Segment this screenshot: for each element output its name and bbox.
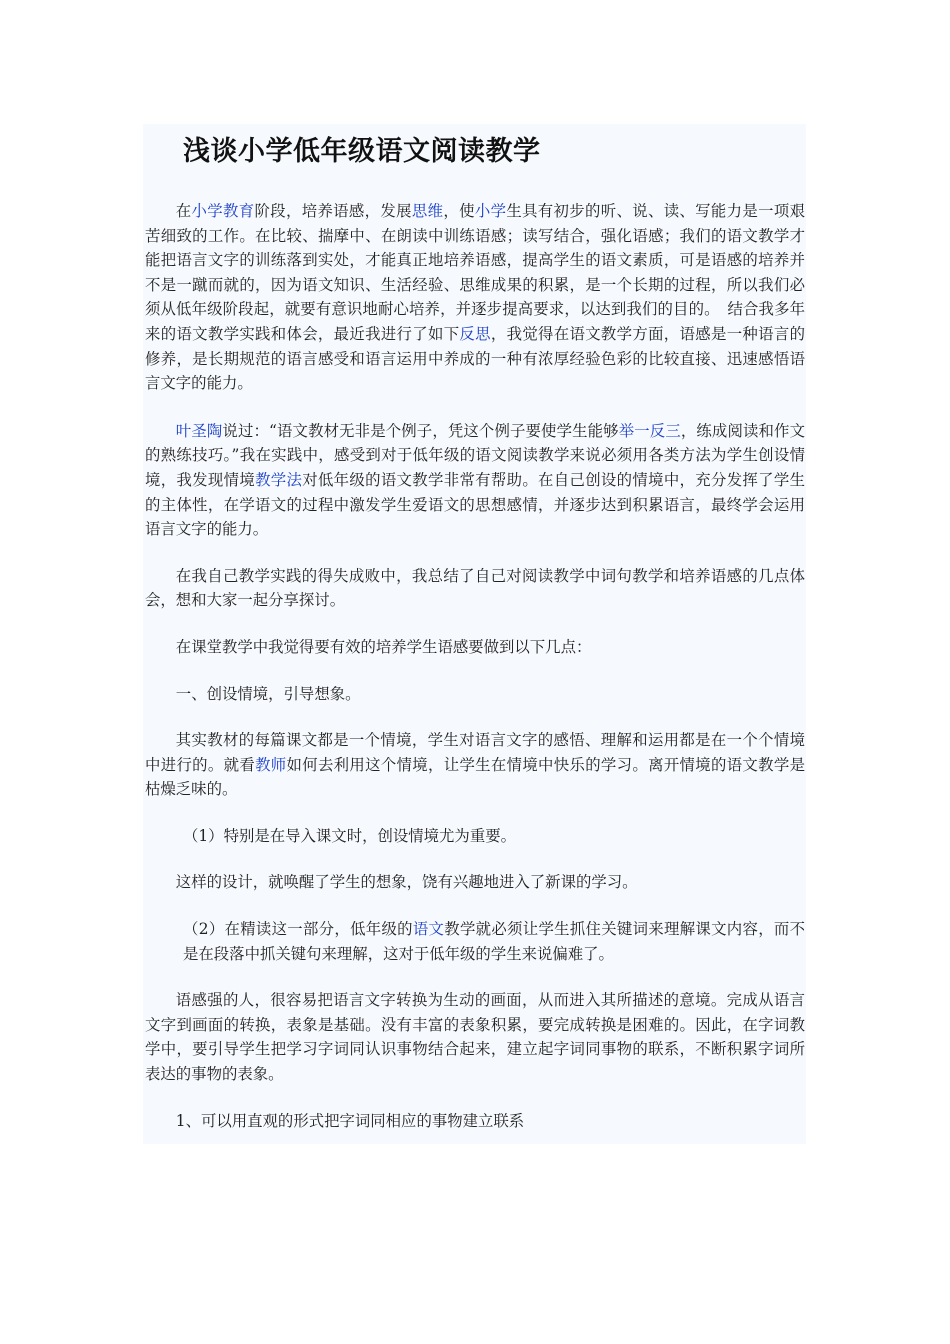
text-span: 生具有初步的听、说、读、写能力是一项艰苦细致的工作。在比较、揣摩中、在朗读中训练语感；读写结合，强化语感；我们的语文教学才能把语言文字的训练落到实处，才能真正地培养语感，提高学生的语文素质，可是语感的培养并不是一蹴而就的，因为语文知识、生活经验、思维成果的积累，是一个长期的过程，所以我们必须从低年级阶段起，就要有意识地耐心培养，并逐步提高要求，以达到我们的目的。 结合我多年来的语文教学实践和体会，最近我进行了如下 bbox=[145, 202, 805, 343]
paragraph-3 bbox=[145, 564, 805, 613]
list-item-1 bbox=[145, 824, 805, 849]
link-ju-yi-fan-san[interactable]: 举一反三 bbox=[618, 421, 681, 440]
text-span: （1）特别是在导入课文时，创设情境尤为重要。 bbox=[183, 826, 516, 845]
text-span: 在我自己教学实践的得失成败中，我总结了自己对阅读教学中词句教学和培养语感的几点体会，想和大家一起分享探讨。 bbox=[145, 566, 805, 610]
text-span: 教学就必须让学生抓住关键词来理解课文内容，而不是在段落中抓关键句来理解，这对于低年级的学生来说偏难了。 bbox=[183, 920, 805, 963]
paragraph-2 bbox=[145, 419, 805, 542]
paragraph-7 bbox=[145, 988, 805, 1086]
text-span: 说过：“语文教材无非是个例子，凭这个例子要使学生能够 bbox=[222, 421, 619, 440]
link-jiaoshi[interactable]: 教师 bbox=[255, 755, 287, 774]
section-heading-1 bbox=[145, 682, 805, 707]
page-title: 浅谈小学低年级语文阅读教学 bbox=[183, 136, 541, 167]
link-jiaoxuefa[interactable]: 教学法 bbox=[255, 470, 303, 489]
link-siwei[interactable]: 思维 bbox=[411, 202, 444, 220]
link-fansi[interactable]: 反思 bbox=[459, 324, 491, 343]
text-span: ，练成阅读和作文的熟练技巧。”我在实践中，感受到对于低年级的语文阅读教学来说必须用各类方法为学生创设情境，我发现情境 bbox=[145, 421, 805, 489]
text-span: 这样的设计，就唤醒了学生的想象，饶有兴趣地进入了新课的学习。 bbox=[175, 873, 638, 892]
document-body bbox=[145, 130, 805, 1133]
paragraph-4 bbox=[145, 635, 805, 660]
link-xiaoxue[interactable]: 小学 bbox=[474, 202, 507, 220]
text-span: （2）在精读这一部分，低年级的 bbox=[183, 920, 413, 939]
text-span: 一、创设情境，引导想象。 bbox=[175, 684, 361, 703]
text-span: ，使 bbox=[443, 202, 475, 220]
text-span: 对低年级的语文教学非常有帮助。在自己创设的情境中，充分发挥了学生的主体性，在学语文的过程中激发学生爱语文的思想感情，并逐步达到积累语言，最终学会运用语言文字的能力。 bbox=[145, 470, 805, 539]
text-span: ，我觉得在语文教学方面，语感是一种语言的修养，是长期规范的语言感受和语言运用中养成的一种有浓厚经验色彩的比较直接、迅速感悟语言文字的能力。 bbox=[145, 324, 805, 393]
link-xiaoxue-jiaoyu[interactable]: 小学教育 bbox=[191, 202, 255, 220]
paragraph-5 bbox=[145, 728, 805, 802]
text-span: 语感强的人，很容易把语言文字转换为生动的画面，从而进入其所描述的意境。完成从语言文字到画面的转换，表象是基础。没有丰富的表象积累，要完成转换是困难的。因此，在字词教学中，要引导学生把学习字词同认识事物结合起来，建立起字词同事物的联系，不断积累字词所表达的事物的表象。 bbox=[145, 991, 805, 1084]
link-yuwen[interactable]: 语文 bbox=[412, 920, 445, 939]
text-span: 其实教材的每篇课文都是一个情境，学生对语言文字的感悟、理解和运用都是在一个个情境中进行的。就看 bbox=[145, 731, 805, 774]
text-span: 1、可以用直观的形式把字词同相应的事物建立联系 bbox=[175, 1111, 525, 1130]
text-span: 如何去利用这个情境，让学生在情境中快乐的学习。离开情境的语文教学是枯燥乏味的。 bbox=[145, 755, 805, 799]
text-span: 在 bbox=[175, 202, 192, 220]
link-ye-shengtao[interactable]: 叶圣陶 bbox=[175, 421, 223, 440]
text-span: 在课堂教学中我觉得要有效的培养学生语感要做到以下几点： bbox=[175, 637, 592, 656]
paragraph-6 bbox=[145, 870, 805, 895]
paragraph-1 bbox=[145, 199, 805, 396]
list-item-2 bbox=[145, 917, 805, 966]
subheading-1 bbox=[145, 1109, 805, 1134]
text-span: 阶段，培养语感，发展 bbox=[254, 202, 412, 220]
